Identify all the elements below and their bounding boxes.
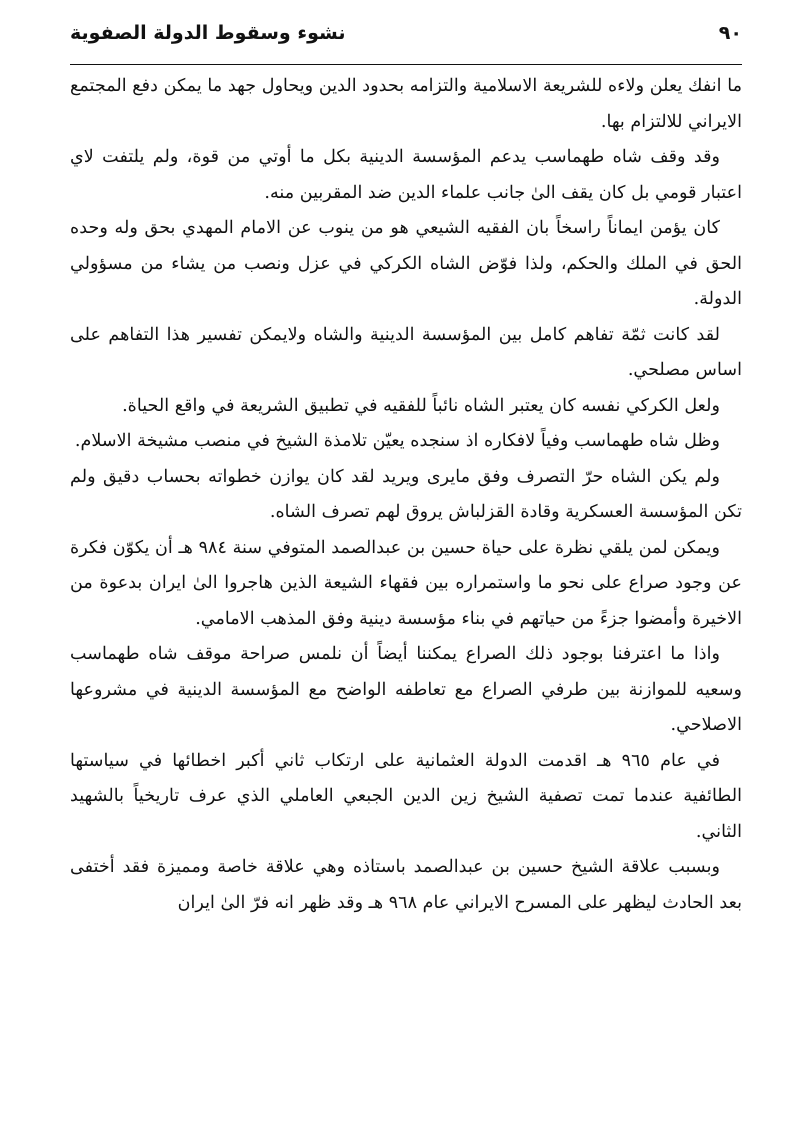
paragraph: وظل شاه طهماسب وفياً لافكاره اذ سنجده يعيّن تلامذة الشيخ في منصب مشيخة الاسلام. [74,431,720,451]
body-text [70,69,742,921]
page-number: ٩٠ [718,22,742,44]
paragraph: لقد كانت ثمّة تفاهم كامل بين المؤسسة الدينية والشاه ولايمكن تفسير هذا التفاهم على اساس مصلحي. [70,324,742,380]
paragraph: ولعل الكركي نفسه كان يعتبر الشاه نائباً للفقيه في تطبيق الشريعة في واقع الحياة. [122,395,720,416]
paragraph: ويمكن لمن يلقي نظرة على حياة حسين بن عبدالصمد المتوفي سنة ٩٨٤ هـ أن يكوّن فكرة عن وجود صراع على نحو ما واستمراره بين فقهاء الشيعة الذين هاجروا الىٰ ايران بدعوة من الاخيرة وأمضوا جزءً من حياتهم في بناء مؤسسة دينية وفق المذهب الامامي. [70,537,742,629]
header-divider [70,64,742,65]
paragraph: ما انفك يعلن ولاءه للشريعة الاسلامية والتزامه بحدود الدين ويحاول جهد ما يمكن دفع المجتمع الايراني للالتزام بها. [70,76,742,132]
paragraph: وبسبب علاقة الشيخ حسين بن عبدالصمد باستاذه وهي علاقة خاصة ومميزة فقد أختفى بعد الحادث ليظهر على المسرح الايراني عام ٩٦٨ هـ وقد ظهر انه فرّ الىٰ ايران [70,857,742,913]
running-header [70,22,742,58]
paragraph: في عام ٩٦٥ هـ اقدمت الدولة العثمانية على ارتكاب ثاني أكبر اخطائها في سياستها الطائفية عندما تمت تصفية الشيخ زين الدين الجبعي العاملي الذي عرف تاريخياً بالشهيد الثاني. [70,750,742,842]
book-page [70,22,742,921]
paragraph: كان يؤمن ايماناً راسخاً بان الفقيه الشيعي هو من ينوب عن الامام المهدي بحق وله وحده الحق في الملك والحكم، ولذا فوّض الشاه الكركي في عزل ونصب من يشاء من مسؤولي الدولة. [70,218,742,309]
paragraph: وقد وقف شاه طهماسب يدعم المؤسسة الدينية بكل ما أوتي من قوة، ولم يلتفت لاي اعتبار قومي بل كان يقف الىٰ جانب علماء الدين ضد المقربين منه. [70,147,742,203]
paragraph: واذا ما اعترفنا بوجود ذلك الصراع يمكننا أيضاً أن نلمس صراحة موقف شاه طهماسب وسعيه للموازنة بين طرفي الصراع مع تعاطفه الواضح مع المؤسسة الدينية في مشروعها الاصلاحي. [70,644,742,735]
paragraph: ولم يكن الشاه حرّ التصرف وفق مايرى ويريد لقد كان يوازن خطواته بحساب دقيق ولم تكن المؤسسة العسكرية وقادة القزلباش يروق لهم تصرف الشاه. [70,466,742,522]
running-title: نشوء وسقوط الدولة الصفوية [70,22,346,44]
